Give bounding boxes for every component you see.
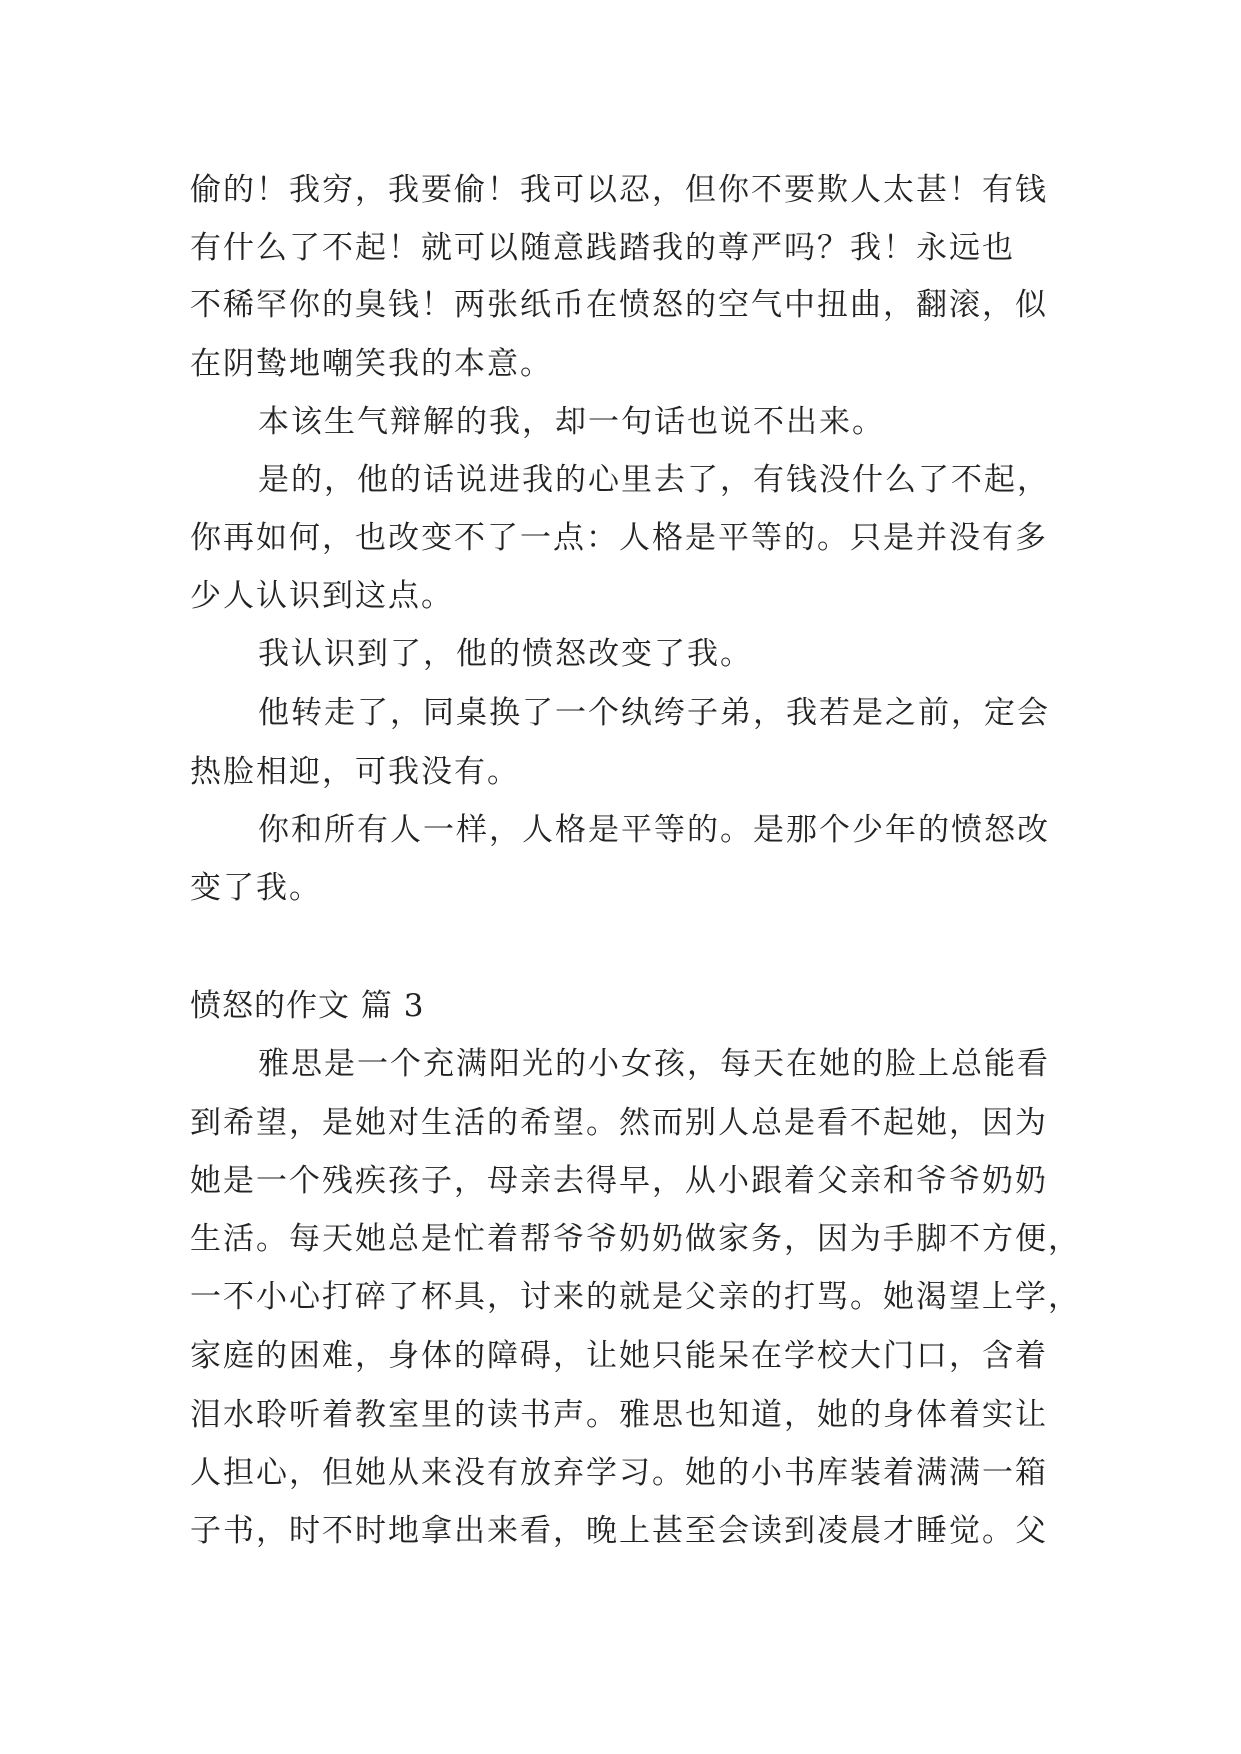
text-line: 她是一个残疾孩子，母亲去得早，从小跟着父亲和爷爷奶奶	[190, 1163, 1048, 1199]
text-line: 偷的！我穷，我要偷！我可以忍，但你不要欺人太甚！有钱	[190, 172, 1048, 208]
text-line: 是的，他的话说进我的心里去了，有钱没什么了不起，	[258, 462, 1050, 498]
text-line: 变了我。	[190, 870, 322, 906]
text-line: 你再如何，也改变不了一点：人格是平等的。只是并没有多	[190, 520, 1048, 556]
text-line: 不稀罕你的臭钱！两张纸币在愤怒的空气中扭曲，翻滚，似	[190, 287, 1048, 323]
text-line: 雅思是一个充满阳光的小女孩，每天在她的脸上总能看	[258, 1046, 1050, 1082]
text-line: 人担心，但她从来没有放弃学习。她的小书库装着满满一箱	[190, 1455, 1048, 1491]
text-line: 热脸相迎，可我没有。	[190, 754, 520, 790]
text-line: 一不小心打碎了杯具，讨来的就是父亲的打骂。她渴望上学，	[190, 1279, 1081, 1315]
text-line: 在阴鸷地嘲笑我的本意。	[190, 346, 553, 382]
section-heading: 愤怒的作文 篇 3	[190, 988, 425, 1024]
text-line: 泪水聆听着教室里的读书声。雅思也知道，她的身体着实让	[190, 1397, 1048, 1433]
text-line: 家庭的困难，身体的障碍，让她只能呆在学校大门口，含着	[190, 1338, 1048, 1374]
text-line: 他转走了，同桌换了一个纨绔子弟，我若是之前，定会	[258, 695, 1050, 731]
text-line: 你和所有人一样，人格是平等的。是那个少年的愤怒改	[258, 812, 1050, 848]
text-line: 有什么了不起！就可以随意践踏我的尊严吗？我！永远也	[190, 230, 1015, 266]
text-line: 子书，时不时地拿出来看，晚上甚至会读到凌晨才睡觉。父	[190, 1513, 1048, 1549]
text-line: 生活。每天她总是忙着帮爷爷奶奶做家务，因为手脚不方便，	[190, 1221, 1081, 1257]
text-line: 本该生气辩解的我，却一句话也说不出来。	[258, 404, 885, 440]
text-line: 到希望，是她对生活的希望。然而别人总是看不起她，因为	[190, 1105, 1048, 1141]
text-line: 我认识到了，他的愤怒改变了我。	[258, 636, 753, 672]
text-line: 少人认识到这点。	[190, 578, 454, 614]
